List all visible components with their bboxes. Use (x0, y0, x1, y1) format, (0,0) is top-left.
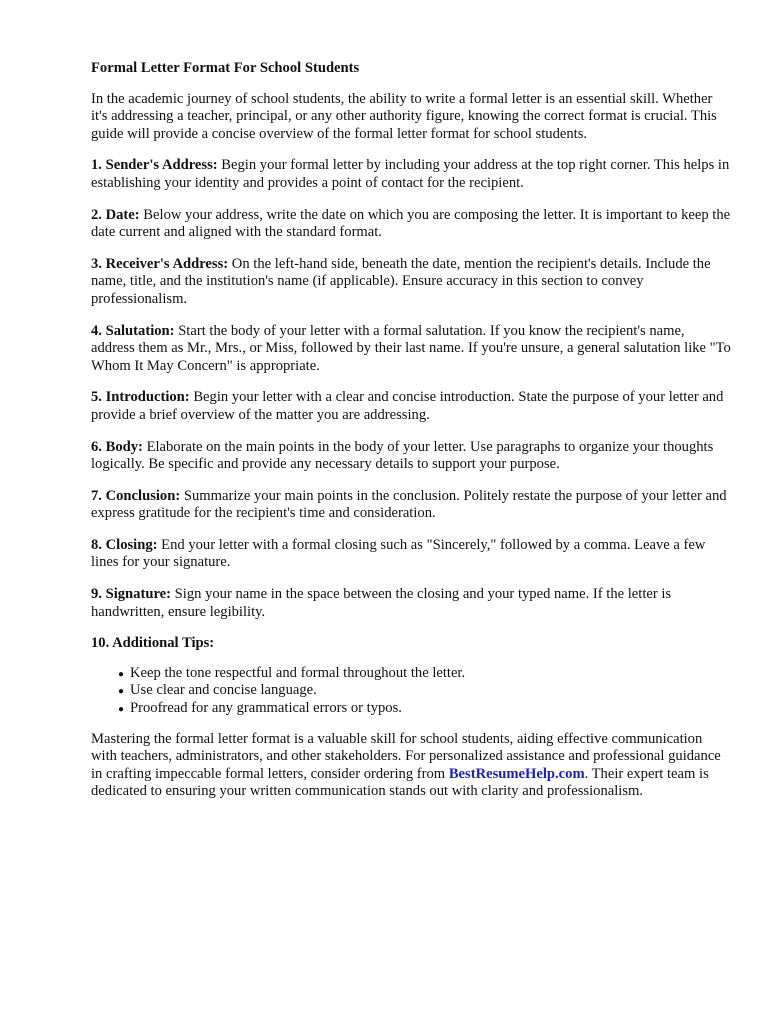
section-salutation (91, 323, 731, 376)
section-conclusion (91, 488, 731, 523)
tip-text: Keep the tone respectful and formal throughout the letter. (130, 664, 466, 681)
list-item (118, 682, 731, 700)
section-label: 7. Conclusion: (91, 487, 181, 504)
section-signature (91, 586, 731, 621)
closing-text-before: Mastering the formal letter format is a valuable skill for school students, aiding effective communication with teachers, administrators, and other stakeholders. For personalized assistance and professional guidance in crafting impeccable formal letters, consider ordering from (91, 730, 721, 782)
section-label: 6. Body: (91, 438, 143, 455)
document-title: Formal Letter Format For School Students (91, 60, 360, 76)
closing-text-after: . Their expert team is dedicated to ensuring your written communication stands out with clarity and professionalism. (91, 765, 709, 800)
section-receivers-address (91, 256, 731, 309)
section-text: Begin your formal letter by including your address at the top right corner. This helps in establishing your identity and provides a point of contact for the recipient. (91, 157, 730, 191)
section-text: End your letter with a formal closing such as "Sincerely," followed by a comma. Leave a few lines for your signature. (91, 536, 706, 571)
section-introduction (91, 389, 731, 424)
section-text: Begin your letter with a clear and concise introduction. State the purpose of your letter and provide a brief overview of the matter you are addressing. (91, 389, 724, 423)
section-label: 4. Salutation: (91, 322, 175, 339)
section-date (91, 207, 731, 242)
bullet-icon: ● (118, 704, 125, 716)
additional-tips-list (91, 665, 731, 718)
list-item (118, 700, 731, 718)
section-text: Summarize your main points in the conclusion. Politely restate the purpose of your letter and express gratitude for the recipient's time and consideration. (91, 487, 727, 522)
section-text: Start the body of your letter with a formal salutation. If you know the recipient's name, address them as Mr., Mrs., or Miss, followed by their last name. If you're unsure, a general salutation like "To Whom It May Concern" is appropriate. (91, 322, 731, 374)
additional-tips-heading: 10. Additional Tips: (91, 635, 215, 652)
section-label: 9. Signature: (91, 586, 172, 603)
section-text: Elaborate on the main points in the body of your letter. Use paragraphs to organize your thoughts logically. Be specific and provide any necessary details to support your purpose. (91, 438, 714, 473)
section-text: On the left-hand side, beneath the date, mention the recipient's details. Include the name, title, and the institution's name (if applicable). Ensure accuracy in this section to convey professionalism. (91, 255, 711, 307)
section-text: Sign your name in the space between the closing and your typed name. If the letter is handwritten, ensure legibility. (91, 586, 672, 620)
document-page (91, 60, 731, 815)
section-closing (91, 537, 731, 572)
tip-text: Use clear and concise language. (130, 682, 317, 699)
intro-paragraph: In the academic journey of school students, the ability to write a formal letter is an essential skill. Whether it's addressing a teacher, principal, or any other authority figure, knowing the correct format is crucial. This guide will provide a concise overview of the formal letter format for school students. (91, 90, 717, 142)
bestresumehelp-link[interactable]: BestResumeHelp.com (448, 765, 585, 782)
section-body (91, 439, 731, 474)
section-senders-address (91, 157, 731, 192)
section-label: 5. Introduction: (91, 389, 190, 406)
bullet-icon: ● (118, 668, 125, 680)
section-label: 1. Sender's Address: (91, 157, 218, 174)
section-label: 3. Receiver's Address: (91, 255, 229, 272)
section-text: Below your address, write the date on which you are composing the letter. It is important to keep the date current and aligned with the standard format. (91, 206, 731, 241)
closing-paragraph (91, 731, 731, 801)
list-item (118, 665, 731, 683)
section-label: 2. Date: (91, 206, 140, 223)
section-label: 8. Closing: (91, 536, 158, 553)
bullet-icon: ● (118, 686, 125, 698)
tip-text: Proofread for any grammatical errors or typos. (130, 700, 402, 717)
